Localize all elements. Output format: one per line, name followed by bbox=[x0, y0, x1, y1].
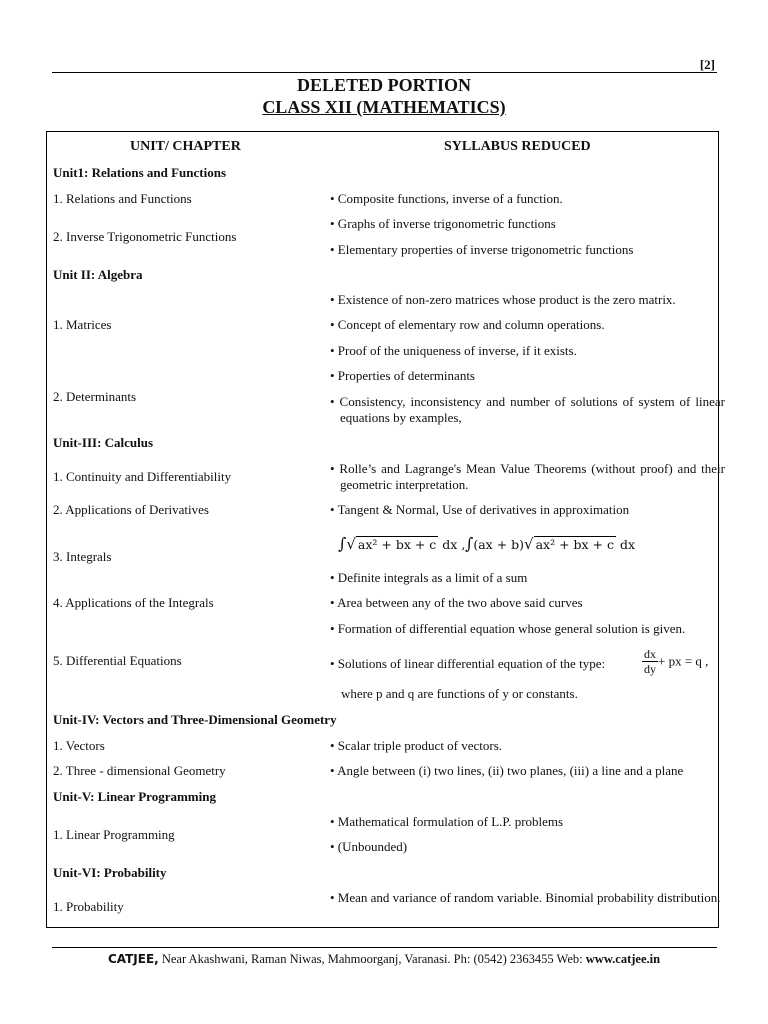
syllabus-item: • Area between any of the two above said curves bbox=[330, 595, 583, 610]
linear-factor: (ax + b) bbox=[473, 537, 525, 552]
syllabus-item: • Properties of determinants bbox=[330, 368, 475, 383]
dx-text: dx bbox=[619, 537, 636, 552]
radical-sign: √ bbox=[346, 535, 356, 553]
footer-website: www.catjee.in bbox=[585, 952, 661, 966]
chapter-label: 2. Inverse Trigonometric Functions bbox=[53, 229, 237, 244]
unit-heading: Unit-VI: Probability bbox=[53, 865, 167, 880]
chapter-label: 1. Matrices bbox=[53, 317, 112, 332]
syllabus-item: • Mathematical formulation of L.P. problems bbox=[330, 814, 564, 829]
chapter-label: 2. Determinants bbox=[53, 389, 137, 404]
chapter-label: 1. Relations and Functions bbox=[53, 191, 192, 206]
syllabus-item: • Mean and variance of random variable. Binomial probability distribution. bbox=[330, 890, 721, 905]
integral-sign: ∫ bbox=[465, 534, 474, 553]
syllabus-item: • Graphs of inverse trigonometric functions bbox=[330, 216, 556, 231]
syllabus-item: • Definite integrals as a limit of a sum bbox=[330, 570, 528, 585]
syllabus-item: • Elementary properties of inverse trigonometric functions bbox=[330, 242, 634, 257]
syllabus-item: • Angle between (i) two lines, (ii) two planes, (iii) a line and a plane bbox=[330, 763, 684, 778]
footer-brand: CATJEE, bbox=[107, 952, 159, 966]
integral-sign: ∫ bbox=[338, 534, 347, 553]
unit-heading: Unit II: Algebra bbox=[53, 267, 143, 282]
integral-expression-2 bbox=[465, 536, 635, 553]
dx-dy-fraction bbox=[642, 647, 658, 676]
chapter-label: 2. Three - dimensional Geometry bbox=[53, 763, 226, 778]
unit-heading: Unit1: Relations and Functions bbox=[53, 165, 226, 180]
footer bbox=[0, 952, 768, 967]
chapter-label: 1. Continuity and Differentiability bbox=[53, 469, 232, 484]
syllabus-item: • Existence of non-zero matrices whose product is the zero matrix. bbox=[330, 292, 676, 307]
chapter-label: 5. Differential Equations bbox=[53, 653, 182, 668]
chapter-label: 2. Applications of Derivatives bbox=[53, 502, 209, 517]
radicand: ax² + bx + c bbox=[535, 537, 614, 552]
syllabus-item: • Solutions of linear differential equation of the type: bbox=[330, 656, 606, 671]
syllabus-item: • Rolle’s and Lagrange's Mean Value Theorems (without proof) and their geometric interpretation. bbox=[330, 461, 725, 492]
syllabus-item: • Scalar triple product of vectors. bbox=[330, 738, 503, 753]
de-expression bbox=[642, 647, 708, 676]
unit-heading: Unit-IV: Vectors and Three-Dimensional Geometry bbox=[53, 712, 337, 727]
footer-address: Near Akashwani, Raman Niwas, Mahmoorganj, Varanasi. Ph: (0542) 2363455 Web: bbox=[158, 952, 586, 966]
syllabus-item: • Concept of elementary row and column operations. bbox=[330, 317, 605, 332]
integral-expression-1 bbox=[338, 536, 465, 553]
syllabus-item: • Proof of the uniqueness of inverse, if it exists. bbox=[330, 343, 577, 358]
dx-text: dx , bbox=[442, 537, 466, 552]
chapter-label: 1. Vectors bbox=[53, 738, 105, 753]
fraction-denominator: dy bbox=[644, 662, 656, 676]
page-subtitle bbox=[0, 97, 768, 118]
radical-sign: √ bbox=[524, 535, 534, 553]
radicand: ax² + bx + c bbox=[357, 537, 437, 552]
chapter-label: 1. Linear Programming bbox=[53, 827, 175, 842]
syllabus-item: • (Unbounded) bbox=[330, 839, 408, 854]
header-rule bbox=[52, 72, 717, 73]
page-title: DELETED PORTION bbox=[297, 75, 471, 95]
syllabus-item: • Formation of differential equation whose general solution is given. bbox=[330, 621, 686, 636]
page-number: [2] bbox=[699, 57, 715, 72]
col-header-syllabus: SYLLABUS REDUCED bbox=[444, 139, 591, 154]
chapter-label: 3. Integrals bbox=[53, 549, 112, 564]
footer-rule bbox=[52, 947, 717, 948]
unit-heading: Unit-V: Linear Programming bbox=[53, 789, 216, 804]
fraction-numerator: dx bbox=[644, 647, 656, 661]
syllabus-item: • Composite functions, inverse of a function. bbox=[330, 191, 563, 206]
page-subtitle-text: CLASS XII (MATHEMATICS) bbox=[262, 97, 506, 117]
chapter-label: 1. Probability bbox=[53, 899, 124, 914]
syllabus-item: • Consistency, inconsistency and number of solutions of system of linear equations by examples, bbox=[330, 394, 725, 425]
syllabus-item: • Tangent & Normal, Use of derivatives in approximation bbox=[330, 502, 630, 517]
chapter-label: 4. Applications of the Integrals bbox=[53, 595, 214, 610]
de-remainder: + px = q , bbox=[658, 653, 709, 669]
syllabus-item: where p and q are functions of y or constants. bbox=[341, 686, 578, 701]
unit-heading: Unit-III: Calculus bbox=[53, 435, 154, 450]
col-header-unit: UNIT/ CHAPTER bbox=[130, 139, 241, 154]
